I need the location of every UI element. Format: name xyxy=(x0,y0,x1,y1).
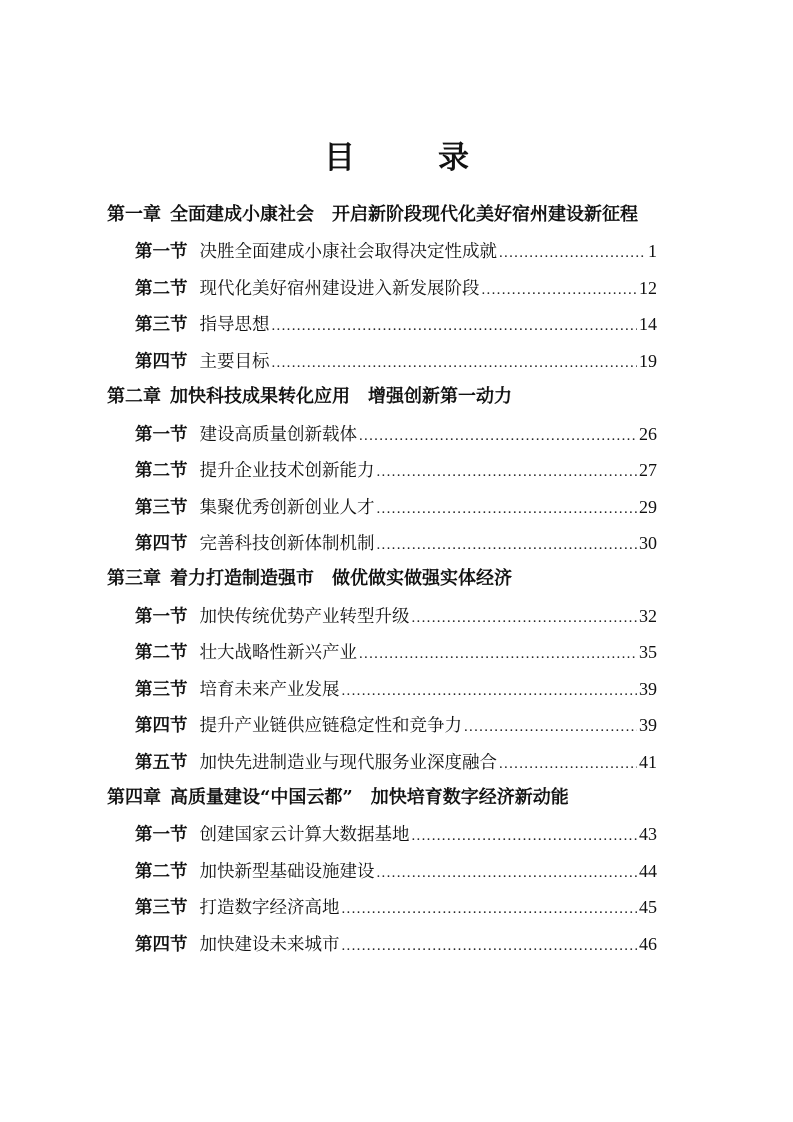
page-number: 19 xyxy=(639,350,657,371)
toc-entry[interactable] xyxy=(0,634,793,670)
section-number: 第四节 xyxy=(135,351,188,372)
section-title: 指导思想 xyxy=(199,315,270,336)
toc-entry[interactable] xyxy=(0,853,793,889)
section-title: 培育未来产业发展 xyxy=(199,679,340,700)
toc-entry[interactable] xyxy=(0,270,793,306)
page-number: 41 xyxy=(639,751,657,772)
dot-leader xyxy=(464,709,637,745)
section-number: 第三节 xyxy=(135,679,188,700)
section-title: 建设高质量创新载体 xyxy=(199,424,357,445)
section-title: 壮大战略性新兴产业 xyxy=(199,643,357,664)
section-title: 决胜全面建成小康社会取得决定性成就 xyxy=(199,242,497,263)
section-number: 第一节 xyxy=(135,606,188,627)
page-title: 目 录 xyxy=(324,140,495,176)
page-number: 35 xyxy=(639,642,657,663)
section-number: 第二节 xyxy=(135,861,188,882)
dot-leader xyxy=(272,345,638,381)
chapter-title-part1: 高质量建设“中国云都” xyxy=(170,787,353,808)
dot-leader xyxy=(499,746,637,782)
section-title: 主要目标 xyxy=(199,351,270,372)
section-number: 第一节 xyxy=(135,242,188,263)
dot-leader xyxy=(342,928,638,964)
section-number: 第三节 xyxy=(135,497,188,518)
section-title: 现代化美好宿州建设进入新发展阶段 xyxy=(199,278,480,299)
chapter-number: 第二章 xyxy=(107,386,161,408)
toc-entry[interactable] xyxy=(0,343,793,379)
dot-leader xyxy=(342,891,638,927)
dot-leader xyxy=(359,418,637,454)
chapter-title-part2: 做优做实做强实体经济 xyxy=(332,568,512,590)
chapter-number: 第三章 xyxy=(107,568,161,590)
section-number: 第二节 xyxy=(135,278,188,299)
section-title: 提升产业链供应链稳定性和竞争力 xyxy=(199,716,462,737)
dot-leader xyxy=(412,600,638,636)
chapter-title-part1: 着力打造制造强市 xyxy=(170,568,314,590)
dot-leader xyxy=(482,272,638,308)
toc-entry[interactable] xyxy=(0,416,793,452)
dot-leader xyxy=(272,308,638,344)
toc-entry[interactable] xyxy=(0,306,793,342)
page-number: 29 xyxy=(639,496,657,517)
dot-leader xyxy=(377,527,638,563)
section-number: 第四节 xyxy=(135,716,188,737)
section-title: 加快新型基础设施建设 xyxy=(199,861,375,882)
toc-entry[interactable] xyxy=(0,744,793,780)
section-title: 提升企业技术创新能力 xyxy=(199,461,375,482)
section-number: 第五节 xyxy=(135,752,188,773)
section-title: 打造数字经济高地 xyxy=(199,898,340,919)
dot-leader xyxy=(412,818,638,854)
chapter-title-part2: 开启新阶段现代化美好宿州建设新征程 xyxy=(332,204,638,225)
dot-leader xyxy=(359,636,637,672)
page-number: 43 xyxy=(639,824,657,845)
table-of-contents xyxy=(0,197,793,962)
dot-leader xyxy=(377,855,638,891)
page-number: 14 xyxy=(639,314,657,335)
page-number: 39 xyxy=(639,715,657,736)
section-title: 加快先进制造业与现代服务业深度融合 xyxy=(199,752,497,773)
section-title: 完善科技创新体制机制 xyxy=(199,533,375,554)
section-title: 创建国家云计算大数据基地 xyxy=(199,825,410,846)
page-number: 39 xyxy=(639,678,657,699)
chapter-title-part2: 加快培育数字经济新动能 xyxy=(370,787,569,808)
toc-entry[interactable] xyxy=(0,525,793,561)
page-number: 45 xyxy=(639,897,657,918)
section-number: 第二节 xyxy=(135,643,188,664)
section-number: 第一节 xyxy=(135,825,188,846)
chapter-number: 第一章 xyxy=(107,204,161,225)
section-title: 加快建设未来城市 xyxy=(199,934,340,955)
chapter-title-part1: 加快科技成果转化应用 xyxy=(170,386,350,408)
dot-leader xyxy=(377,491,638,527)
toc-entry[interactable] xyxy=(0,926,793,962)
toc-entry[interactable] xyxy=(0,889,793,925)
dot-leader xyxy=(499,235,646,271)
dot-leader xyxy=(342,673,638,709)
section-number: 第一节 xyxy=(135,424,188,445)
toc-entry[interactable] xyxy=(0,707,793,743)
page-number: 30 xyxy=(639,532,657,553)
section-number: 第三节 xyxy=(135,898,188,919)
section-title: 加快传统优势产业转型升级 xyxy=(199,606,410,627)
toc-entry[interactable] xyxy=(0,489,793,525)
section-number: 第三节 xyxy=(135,315,188,336)
page-number: 32 xyxy=(639,605,657,626)
dot-leader xyxy=(377,454,638,490)
chapter-number: 第四章 xyxy=(107,787,161,808)
page-number: 44 xyxy=(639,860,657,881)
toc-entry[interactable] xyxy=(0,598,793,634)
chapter-heading[interactable] xyxy=(0,561,793,597)
page-number: 26 xyxy=(639,423,657,444)
page-number: 27 xyxy=(639,460,657,481)
section-number: 第二节 xyxy=(135,461,188,482)
chapter-heading[interactable] xyxy=(0,780,793,816)
toc-entry[interactable] xyxy=(0,671,793,707)
page-number: 12 xyxy=(639,277,657,298)
toc-entry[interactable] xyxy=(0,233,793,269)
page-number: 1 xyxy=(648,241,657,262)
section-number: 第四节 xyxy=(135,934,188,955)
toc-entry[interactable] xyxy=(0,452,793,488)
section-number: 第四节 xyxy=(135,533,188,554)
chapter-title-part2: 增强创新第一动力 xyxy=(368,386,512,408)
chapter-title-part1: 全面建成小康社会 xyxy=(170,204,314,225)
page-number: 46 xyxy=(639,933,657,954)
chapter-heading[interactable] xyxy=(0,379,793,415)
section-title: 集聚优秀创新创业人才 xyxy=(199,497,375,518)
toc-entry[interactable] xyxy=(0,816,793,852)
chapter-heading[interactable] xyxy=(0,197,793,233)
